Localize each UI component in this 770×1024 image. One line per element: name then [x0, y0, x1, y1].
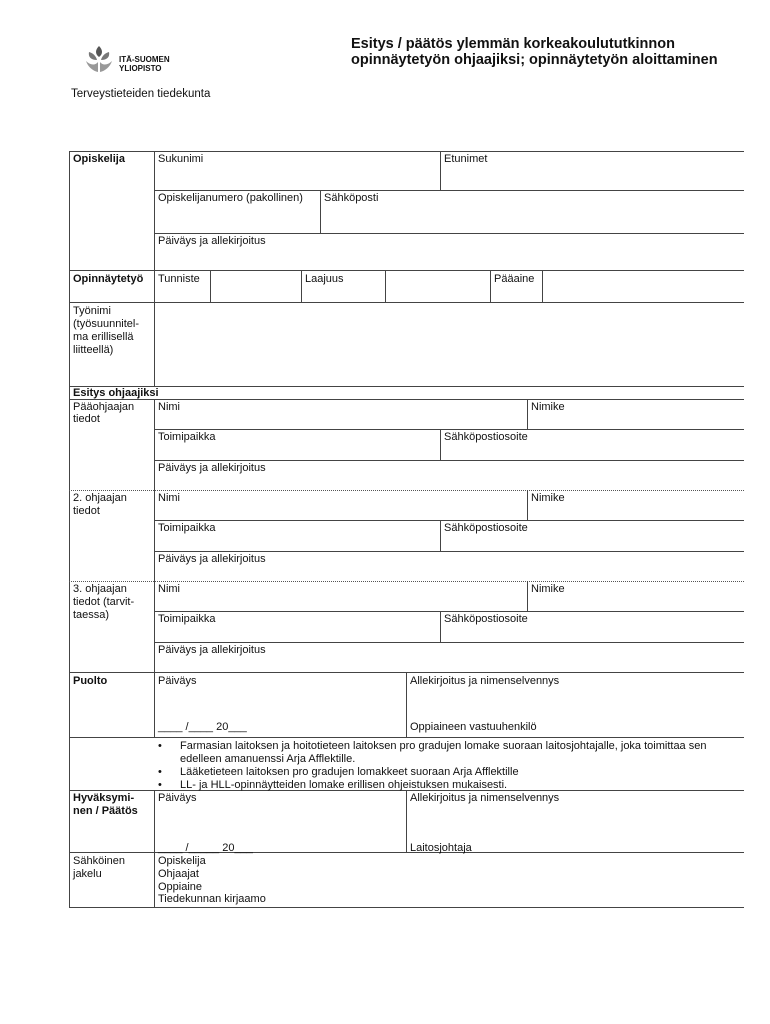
bullet-text-1: Farmasian laitoksen ja hoitotieteen laitoksen pro gradujen lomake suoraan laitosjohtajalle, joka toimittaa sen: [180, 740, 707, 752]
decision-section-label-1: Hyväksymi-: [73, 792, 135, 804]
second-supervisor-workplace-field[interactable]: Toimipaikka: [158, 522, 216, 534]
decision-date-field[interactable]: Päiväys: [158, 792, 197, 804]
second-supervisor-title-field[interactable]: Nimike: [531, 492, 565, 504]
logo-text-line1: ITÄ-SUOMEN: [119, 55, 170, 64]
thesis-major-field[interactable]: Pääaine: [494, 273, 535, 285]
second-supervisor-label-1: 2. ohjaajan: [73, 492, 127, 504]
main-supervisor-name-field[interactable]: Nimi: [158, 401, 180, 413]
main-supervisor-email-field[interactable]: Sähköpostiosoite: [444, 431, 528, 443]
recipient-supervisors: Ohjaajat: [158, 868, 199, 880]
recipient-registry: Tiedekunnan kirjaamo: [158, 893, 266, 905]
university-logo: [84, 44, 114, 74]
department-head-label: Laitosjohtaja: [410, 842, 472, 854]
main-supervisor-title-field[interactable]: Nimike: [531, 401, 565, 413]
surname-field[interactable]: Sukunimi: [158, 153, 204, 165]
main-supervisor-label-2: tiedot: [73, 413, 100, 425]
bullet-text-1-cont: edelleen amanuenssi Arja Afflektille.: [180, 753, 356, 765]
bullet-dot-2: •: [158, 766, 162, 778]
second-supervisor-label-2: tiedot: [73, 505, 100, 517]
faculty-name: Terveystieteiden tiedekunta: [71, 88, 211, 100]
form-title-line2: opinnäytetyön ohjaajiksi; opinnäytetyön aloittaminen: [351, 52, 718, 68]
third-supervisor-email-field[interactable]: Sähköpostiosoite: [444, 613, 528, 625]
main-supervisor-workplace-field[interactable]: Toimipaikka: [158, 431, 216, 443]
form-title-line1: Esitys / päätös ylemmän korkeakoulututkinnon: [351, 36, 675, 52]
endorsement-date-field[interactable]: Päiväys: [158, 675, 197, 687]
working-title-label-1: Työnimi: [73, 305, 111, 317]
endorsement-signature-field[interactable]: Allekirjoitus ja nimenselvennys: [410, 675, 560, 687]
third-supervisor-label-3: taessa): [73, 609, 110, 621]
bullet-dot-1: •: [158, 740, 162, 752]
bullet-text-3: LL- ja HLL-opinnäytteiden lomake erillisen ohjeistuksen mukaisesti.: [180, 779, 508, 791]
working-title-label-2: (työsuunnitel-: [73, 318, 140, 330]
logo-flame-icon: [84, 44, 114, 74]
student-section-label: Opiskelija: [73, 153, 125, 165]
working-title-label-3: ma erillisellä: [73, 331, 134, 343]
third-supervisor-workplace-field[interactable]: Toimipaikka: [158, 613, 216, 625]
endorsement-section-label: Puolto: [73, 675, 108, 687]
second-supervisor-date-signature-field[interactable]: Päiväys ja allekirjoitus: [158, 553, 266, 565]
third-supervisor-title-field[interactable]: Nimike: [531, 583, 565, 595]
supervisors-section-label: Esitys ohjaajiksi: [73, 387, 159, 399]
recipient-subject: Oppiaine: [158, 881, 203, 893]
row-divider: [69, 151, 744, 152]
third-supervisor-date-signature-field[interactable]: Päiväys ja allekirjoitus: [158, 644, 266, 656]
thesis-scope-field[interactable]: Laajuus: [305, 273, 344, 285]
table-left-border: [69, 151, 70, 907]
second-supervisor-email-field[interactable]: Sähköpostiosoite: [444, 522, 528, 534]
decision-date-blank: ____ /_____ 20___: [158, 842, 253, 854]
logo-text-line2: YLIOPISTO: [119, 64, 162, 73]
working-title-field[interactable]: [155, 303, 744, 385]
main-supervisor-date-signature-field[interactable]: Päiväys ja allekirjoitus: [158, 462, 266, 474]
endorsement-responsible-label: Oppiaineen vastuuhenkilö: [410, 721, 537, 733]
bullet-dot-3: •: [158, 779, 162, 791]
third-supervisor-label-2: tiedot (tarvit-: [73, 596, 135, 608]
working-title-label-4: liitteellä): [73, 344, 114, 356]
decision-section-label-2: nen / Päätös: [73, 805, 138, 817]
student-date-signature-field[interactable]: Päiväys ja allekirjoitus: [158, 235, 266, 247]
main-supervisor-label-1: Pääohjaajan: [73, 401, 135, 413]
thesis-section-label: Opinnäytetyö: [73, 273, 144, 285]
third-supervisor-label-1: 3. ohjaajan: [73, 583, 127, 595]
distribution-label-1: Sähköinen: [73, 855, 125, 867]
thesis-identifier-field[interactable]: Tunniste: [158, 273, 200, 285]
first-names-field[interactable]: Etunimet: [444, 153, 488, 165]
bullet-text-2: Lääketieteen laitoksen pro gradujen lomakkeet suoraan Arja Afflektille: [180, 766, 519, 778]
student-email-field[interactable]: Sähköposti: [324, 192, 379, 204]
endorsement-date-blank: ____ /____ 20___: [158, 721, 247, 733]
second-supervisor-name-field[interactable]: Nimi: [158, 492, 180, 504]
decision-signature-field[interactable]: Allekirjoitus ja nimenselvennys: [410, 792, 560, 804]
recipient-student: Opiskelija: [158, 855, 206, 867]
third-supervisor-name-field[interactable]: Nimi: [158, 583, 180, 595]
distribution-label-2: jakelu: [73, 868, 102, 880]
student-number-field[interactable]: Opiskelijanumero (pakollinen): [158, 192, 303, 204]
